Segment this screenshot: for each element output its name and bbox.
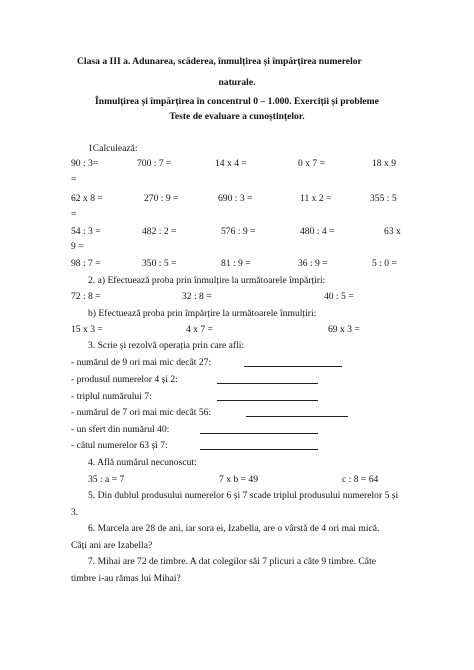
ex5-text: 5. Din dublul produsului numerelor 6 și 7 scade triplul produsului numerelor 5 și <box>88 490 399 501</box>
ex7-text: timbre i-au rămas lui Mihai? <box>71 573 181 584</box>
ex1-cell: 90 : 3= <box>71 158 99 169</box>
answer-line <box>246 416 348 417</box>
ex1-wrap: = <box>71 209 77 220</box>
ex1-cell: 81 : 9 = <box>221 258 251 269</box>
ex5-text: 3. <box>71 507 79 518</box>
ex2b-heading: b) Efectuează proba prin împărțire la următoarele înmulțiri: <box>88 308 317 319</box>
ex1-cell: 482 : 2 = <box>142 226 177 237</box>
ex1-heading: 1Calculează: <box>88 143 138 154</box>
answer-line <box>244 366 342 367</box>
ex4-heading: 4. Află numărul necunoscut: <box>88 457 197 468</box>
ex1-cell: 270 : 9 = <box>144 193 179 204</box>
ex1-cell: 690 : 3 = <box>218 193 253 204</box>
ex4-item: c : 8 = 64 <box>342 474 379 485</box>
ex3-item: - câtul numerelor 63 și 7: <box>71 440 168 451</box>
ex2a-heading: 2. a) Efectuează proba prin înmulțire la următoarele împărțiri: <box>88 275 326 286</box>
answer-line <box>200 449 318 450</box>
ex2b-item: 15 x 3 = <box>71 324 103 335</box>
ex1-cell: 576 : 9 = <box>221 226 256 237</box>
ex3-item: - un sfert din numărul 40: <box>71 424 170 435</box>
ex3-item: - produsul numerelor 4 și 2: <box>71 374 178 385</box>
page-title-continued: naturale. <box>218 77 256 88</box>
ex1-cell: 54 : 3 = <box>71 226 101 237</box>
ex6-text: 6. Marcela are 28 de ani, iar sora ei, Izabella, are o vârstă de 4 ori mai mică. <box>88 523 380 534</box>
ex1-cell: 14 x 4 = <box>215 158 247 169</box>
ex1-wrap: = <box>71 174 77 185</box>
ex3-item: - numărul de 7 ori mai mic decât 56: <box>71 407 212 418</box>
answer-line <box>217 383 318 384</box>
ex2a-item: 40 : 5 = <box>324 291 354 302</box>
page-subtitle: Înmulțirea și împărțirea în concentrul 0 – 1.000. Exerciții și probleme <box>95 96 379 107</box>
ex1-wrap: 9 = <box>71 241 84 252</box>
ex1-cell: 480 : 4 = <box>300 226 335 237</box>
ex4-item: 35 : a = 7 <box>88 474 125 485</box>
ex3-item: - triplul numărului 7: <box>71 391 152 402</box>
page-title: Clasa a III a. Adunarea, scăderea, înmulțirea și împărțirea numerelor <box>77 56 362 67</box>
ex7-text: 7. Mihai are 72 de timbre. A dat colegilor săi 7 plicuri a câte 9 timbre. Câte <box>88 556 376 567</box>
answer-line <box>217 400 318 401</box>
ex1-cell: 5 : 0 = <box>372 258 397 269</box>
ex2b-item: 4 x 7 = <box>186 324 213 335</box>
ex1-cell: 350 : 5 = <box>142 258 177 269</box>
ex1-cell: 355 : 5 <box>370 193 397 204</box>
ex1-cell: 63 x <box>384 226 401 237</box>
ex1-cell: 11 x 2 = <box>300 193 332 204</box>
ex1-cell: 700 : 7 = <box>137 158 172 169</box>
ex1-cell: 62 x 8 = <box>71 193 103 204</box>
ex1-cell: 36 : 9 = <box>298 258 328 269</box>
ex4-item: 7 x b = 49 <box>219 474 258 485</box>
ex1-cell: 0 x 7 = <box>298 158 325 169</box>
ex3-item: - numărul de 9 ori mai mic decât 27: <box>71 357 212 368</box>
page-subtitle-2: Teste de evaluare a cunoștințelor. <box>169 111 305 122</box>
ex1-cell: 98 : 7 = <box>71 258 101 269</box>
answer-line <box>200 433 318 434</box>
ex2a-item: 32 : 8 = <box>182 291 212 302</box>
ex2a-item: 72 : 8 = <box>71 291 101 302</box>
ex3-heading: 3. Scrie și rezolvă operația prin care afli: <box>88 340 245 351</box>
ex1-cell: 18 x 9 <box>372 158 396 169</box>
ex6-text: Câți ani are Izabella? <box>71 540 153 551</box>
ex2b-item: 69 x 3 = <box>328 324 360 335</box>
